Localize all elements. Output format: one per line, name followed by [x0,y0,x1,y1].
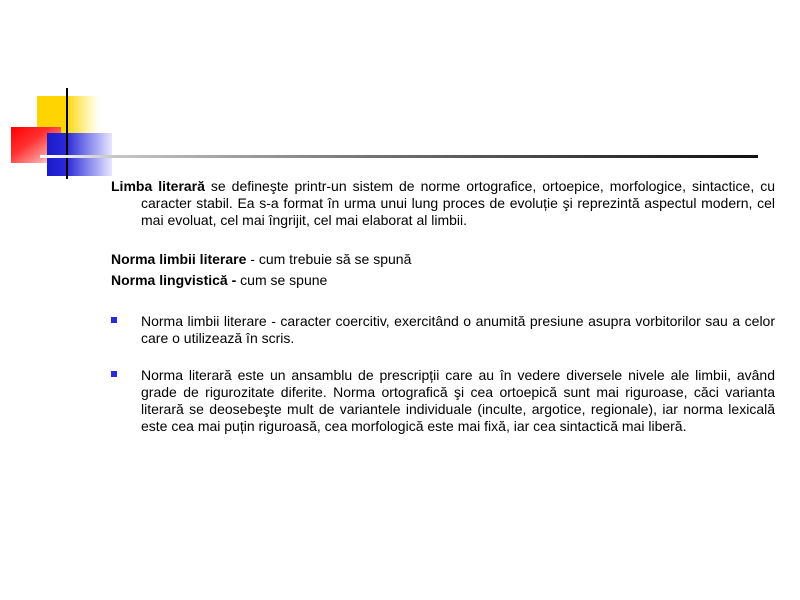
definition-term: Norma limbii literare [111,251,247,267]
decor-vertical-line [66,88,68,179]
definition-term: Norma lingvistică - [111,272,237,288]
definition-text: cum se spune [236,272,328,288]
intro-text: se defineşte printr-un sistem de norme ortografice, ortoepice, morfologice, sintactice, cu caracter stabil. Ea s-a format în urma unui lung proces de evoluție şi reprezintă aspectul modern, cel mai evoluat, cel mai îngrijit, cel mai elaborat al limbii. [141,178,775,228]
bullet-item [111,313,775,347]
bullet-text: Norma limbii literare - caracter coercitiv, exercitând o anumită presiune asupra vorbitorilor sau a celor care o utilizează în scris. [141,313,775,346]
definition-line [111,272,775,289]
bullet-item [111,367,775,435]
intro-paragraph [111,178,775,229]
slide-body [111,178,775,455]
title-divider-line [40,155,758,158]
intro-term: Limba literară [111,178,205,194]
bullet-list [111,313,775,435]
square-bullet-icon [111,371,117,377]
square-bullet-icon [111,317,117,323]
definition-line [111,251,775,268]
bullet-text: Norma literară este un ansamblu de prescripții care au în vedere diversele nivele ale limbii, având grade de rigurozitate diferite. Norma ortografică şi cea ortoepică sunt mai riguroase, căci varianta literară se deosebeşte mult de variantele individuale (inculte, argotice, regionale), iar norma lexicală este cea mai puțin riguroasă, cea morfologică este mai fixă, iar cea sintactică mai liberă. [141,367,775,434]
definition-text: - cum trebuie să se spună [246,251,412,267]
